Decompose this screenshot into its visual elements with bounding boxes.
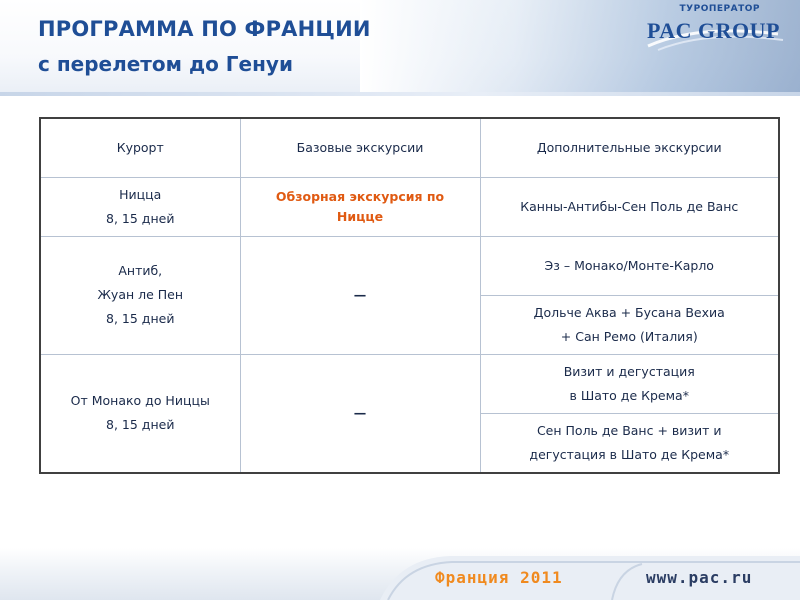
table-row bbox=[40, 177, 779, 236]
resort-cell bbox=[40, 354, 240, 473]
resort-cell bbox=[40, 177, 240, 236]
base-excursion-line: Ницце bbox=[336, 208, 384, 224]
logo-caption: ТУРОПЕРАТОР bbox=[679, 4, 760, 14]
base-excursion-line: Обзорная экскурсия по bbox=[275, 188, 445, 204]
resort-cell bbox=[40, 236, 240, 354]
resort-name: Жуан ле Пен bbox=[97, 287, 184, 302]
footer-campaign: Франция 2011 bbox=[435, 568, 563, 587]
resort-duration: 8, 15 дней bbox=[106, 311, 175, 326]
extra-excursion-line: Дольче Аква + Бусана Вехиа bbox=[533, 304, 725, 320]
extra-excursion-cell bbox=[480, 177, 779, 236]
base-excursion-cell bbox=[240, 177, 480, 236]
base-excursion-cell: — bbox=[240, 354, 480, 473]
base-excursion-cell: — bbox=[240, 236, 480, 354]
header-divider bbox=[0, 92, 800, 96]
programs-table-wrapper bbox=[39, 117, 778, 474]
page-title: ПРОГРАММА ПО ФРАНЦИИ bbox=[38, 17, 371, 41]
extra-excursion-line: + Сан Ремо (Италия) bbox=[560, 328, 698, 344]
resort-name: Антиб, bbox=[118, 263, 163, 278]
logo-name: PAC GROUP bbox=[646, 18, 780, 43]
extra-excursion-line: в Шато де Крема* bbox=[569, 387, 689, 403]
column-header-base: Базовые экскурсии bbox=[240, 118, 480, 177]
resort-duration: 8, 15 дней bbox=[106, 210, 175, 226]
company-logo bbox=[620, 4, 788, 56]
page-subtitle: с перелетом до Генуи bbox=[38, 52, 293, 76]
extra-excursion-line: Визит и дегустация bbox=[563, 363, 695, 379]
table-row bbox=[40, 236, 779, 295]
extra-excursion-line: дегустация в Шато де Крема* bbox=[529, 446, 730, 462]
resort-name: Ницца bbox=[119, 186, 162, 202]
extra-excursion-line: Канны-Антибы-Сен Поль де Ванс bbox=[520, 198, 739, 214]
table-row bbox=[40, 354, 779, 413]
resort-name: От Монако до Ниццы bbox=[70, 393, 210, 409]
column-header-resort: Курорт bbox=[40, 118, 240, 177]
extra-excursion-cell bbox=[480, 413, 779, 473]
extra-excursion-line: Эз – Монако/Монте-Карло bbox=[544, 257, 714, 273]
extra-excursion-cell bbox=[480, 236, 779, 295]
extra-excursion-line: Сен Поль де Ванс + визит и bbox=[536, 422, 722, 438]
programs-table bbox=[39, 117, 780, 474]
footer-url-link[interactable]: www.pac.ru bbox=[646, 568, 753, 587]
column-header-extra: Дополнительные экскурсии bbox=[480, 118, 779, 177]
extra-excursion-cell bbox=[480, 354, 779, 413]
table-header-row bbox=[40, 118, 779, 177]
extra-excursion-cell bbox=[480, 295, 779, 354]
resort-duration: 8, 15 дней bbox=[106, 417, 175, 433]
